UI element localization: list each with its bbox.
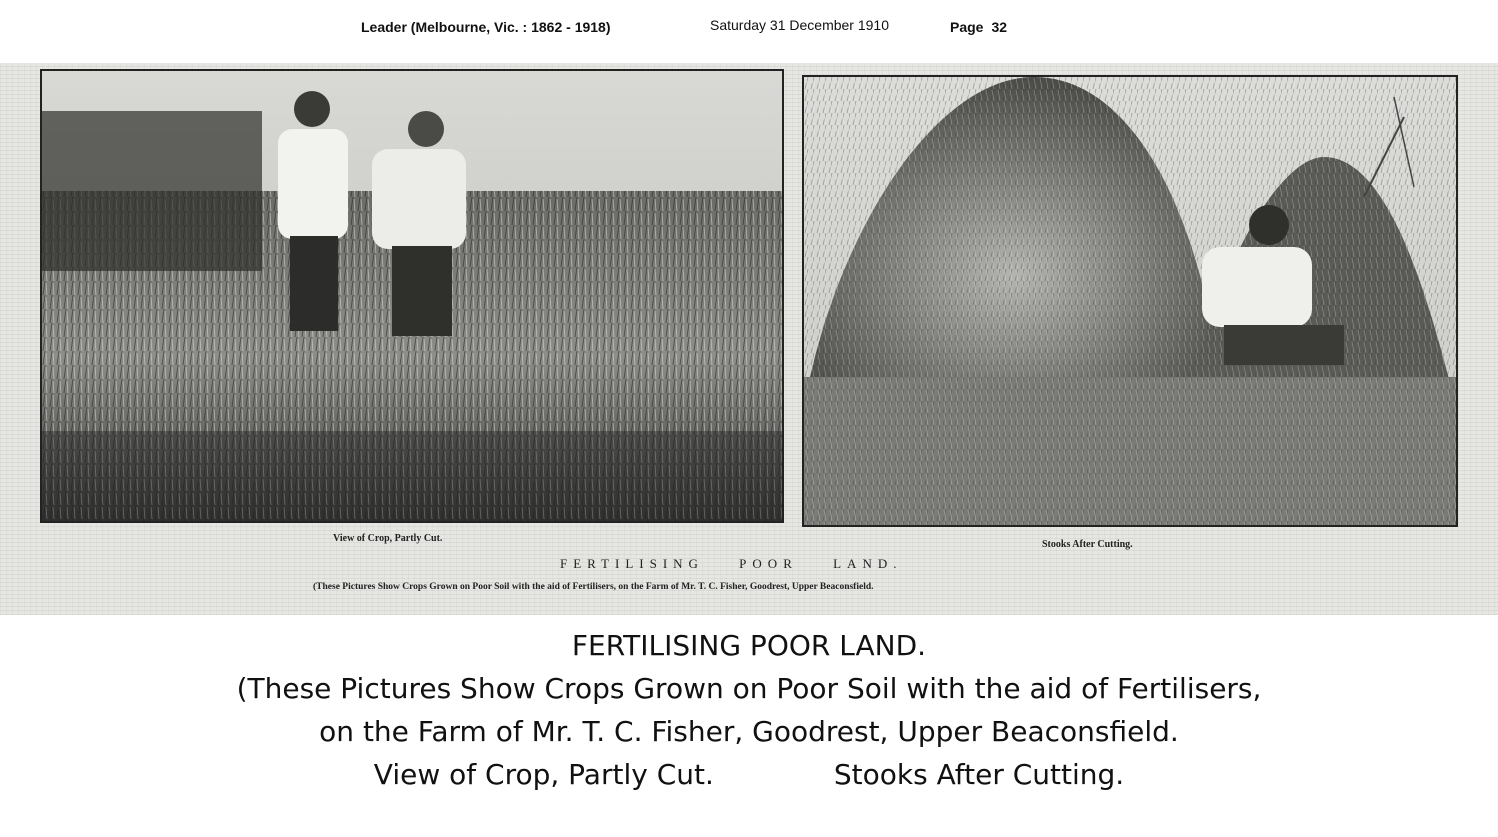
photo-stooks-after-cutting [802, 75, 1458, 527]
transcript-caption-right: Stooks After Cutting. [833, 758, 1125, 791]
photo-crop-partly-cut [40, 69, 784, 523]
scan-caption-left: View of Crop, Partly Cut. [333, 533, 443, 544]
page-label: Page [950, 19, 984, 35]
transcript-title: FERTILISING POOR LAND. [571, 629, 927, 662]
scan-caption-right: Stooks After Cutting. [1042, 539, 1133, 550]
newspaper-scan [0, 63, 1498, 615]
transcript-captions [0, 753, 1498, 796]
newspaper-title: Leader (Melbourne, Vic. : 1862 - 1918) [361, 19, 611, 35]
transcript-caption-left: View of Crop, Partly Cut. [373, 758, 714, 791]
masthead [0, 16, 1498, 40]
photo-crop-image [42, 71, 782, 521]
photo-stooks-image [804, 77, 1456, 525]
issue-date: Saturday 31 December 1910 [710, 17, 889, 33]
scan-headline: FERTILISING POOR LAND. [560, 556, 903, 571]
scan-subheadline: (These Pictures Show Crops Grown on Poor Soil with the aid of Fertilisers, on the Farm of Mr. T. C. Fisher, Goodrest, Upper Beaconsfield. [313, 582, 874, 592]
page-number: 32 [991, 19, 1008, 35]
transcript-line-2: on the Farm of Mr. T. C. Fisher, Goodrest, Upper Beaconsfield. [319, 715, 1179, 748]
page-indicator [950, 19, 1007, 35]
transcription [0, 624, 1498, 796]
transcript-line-1: (These Pictures Show Crops Grown on Poor Soil with the aid of Fertilisers, [236, 672, 1262, 705]
